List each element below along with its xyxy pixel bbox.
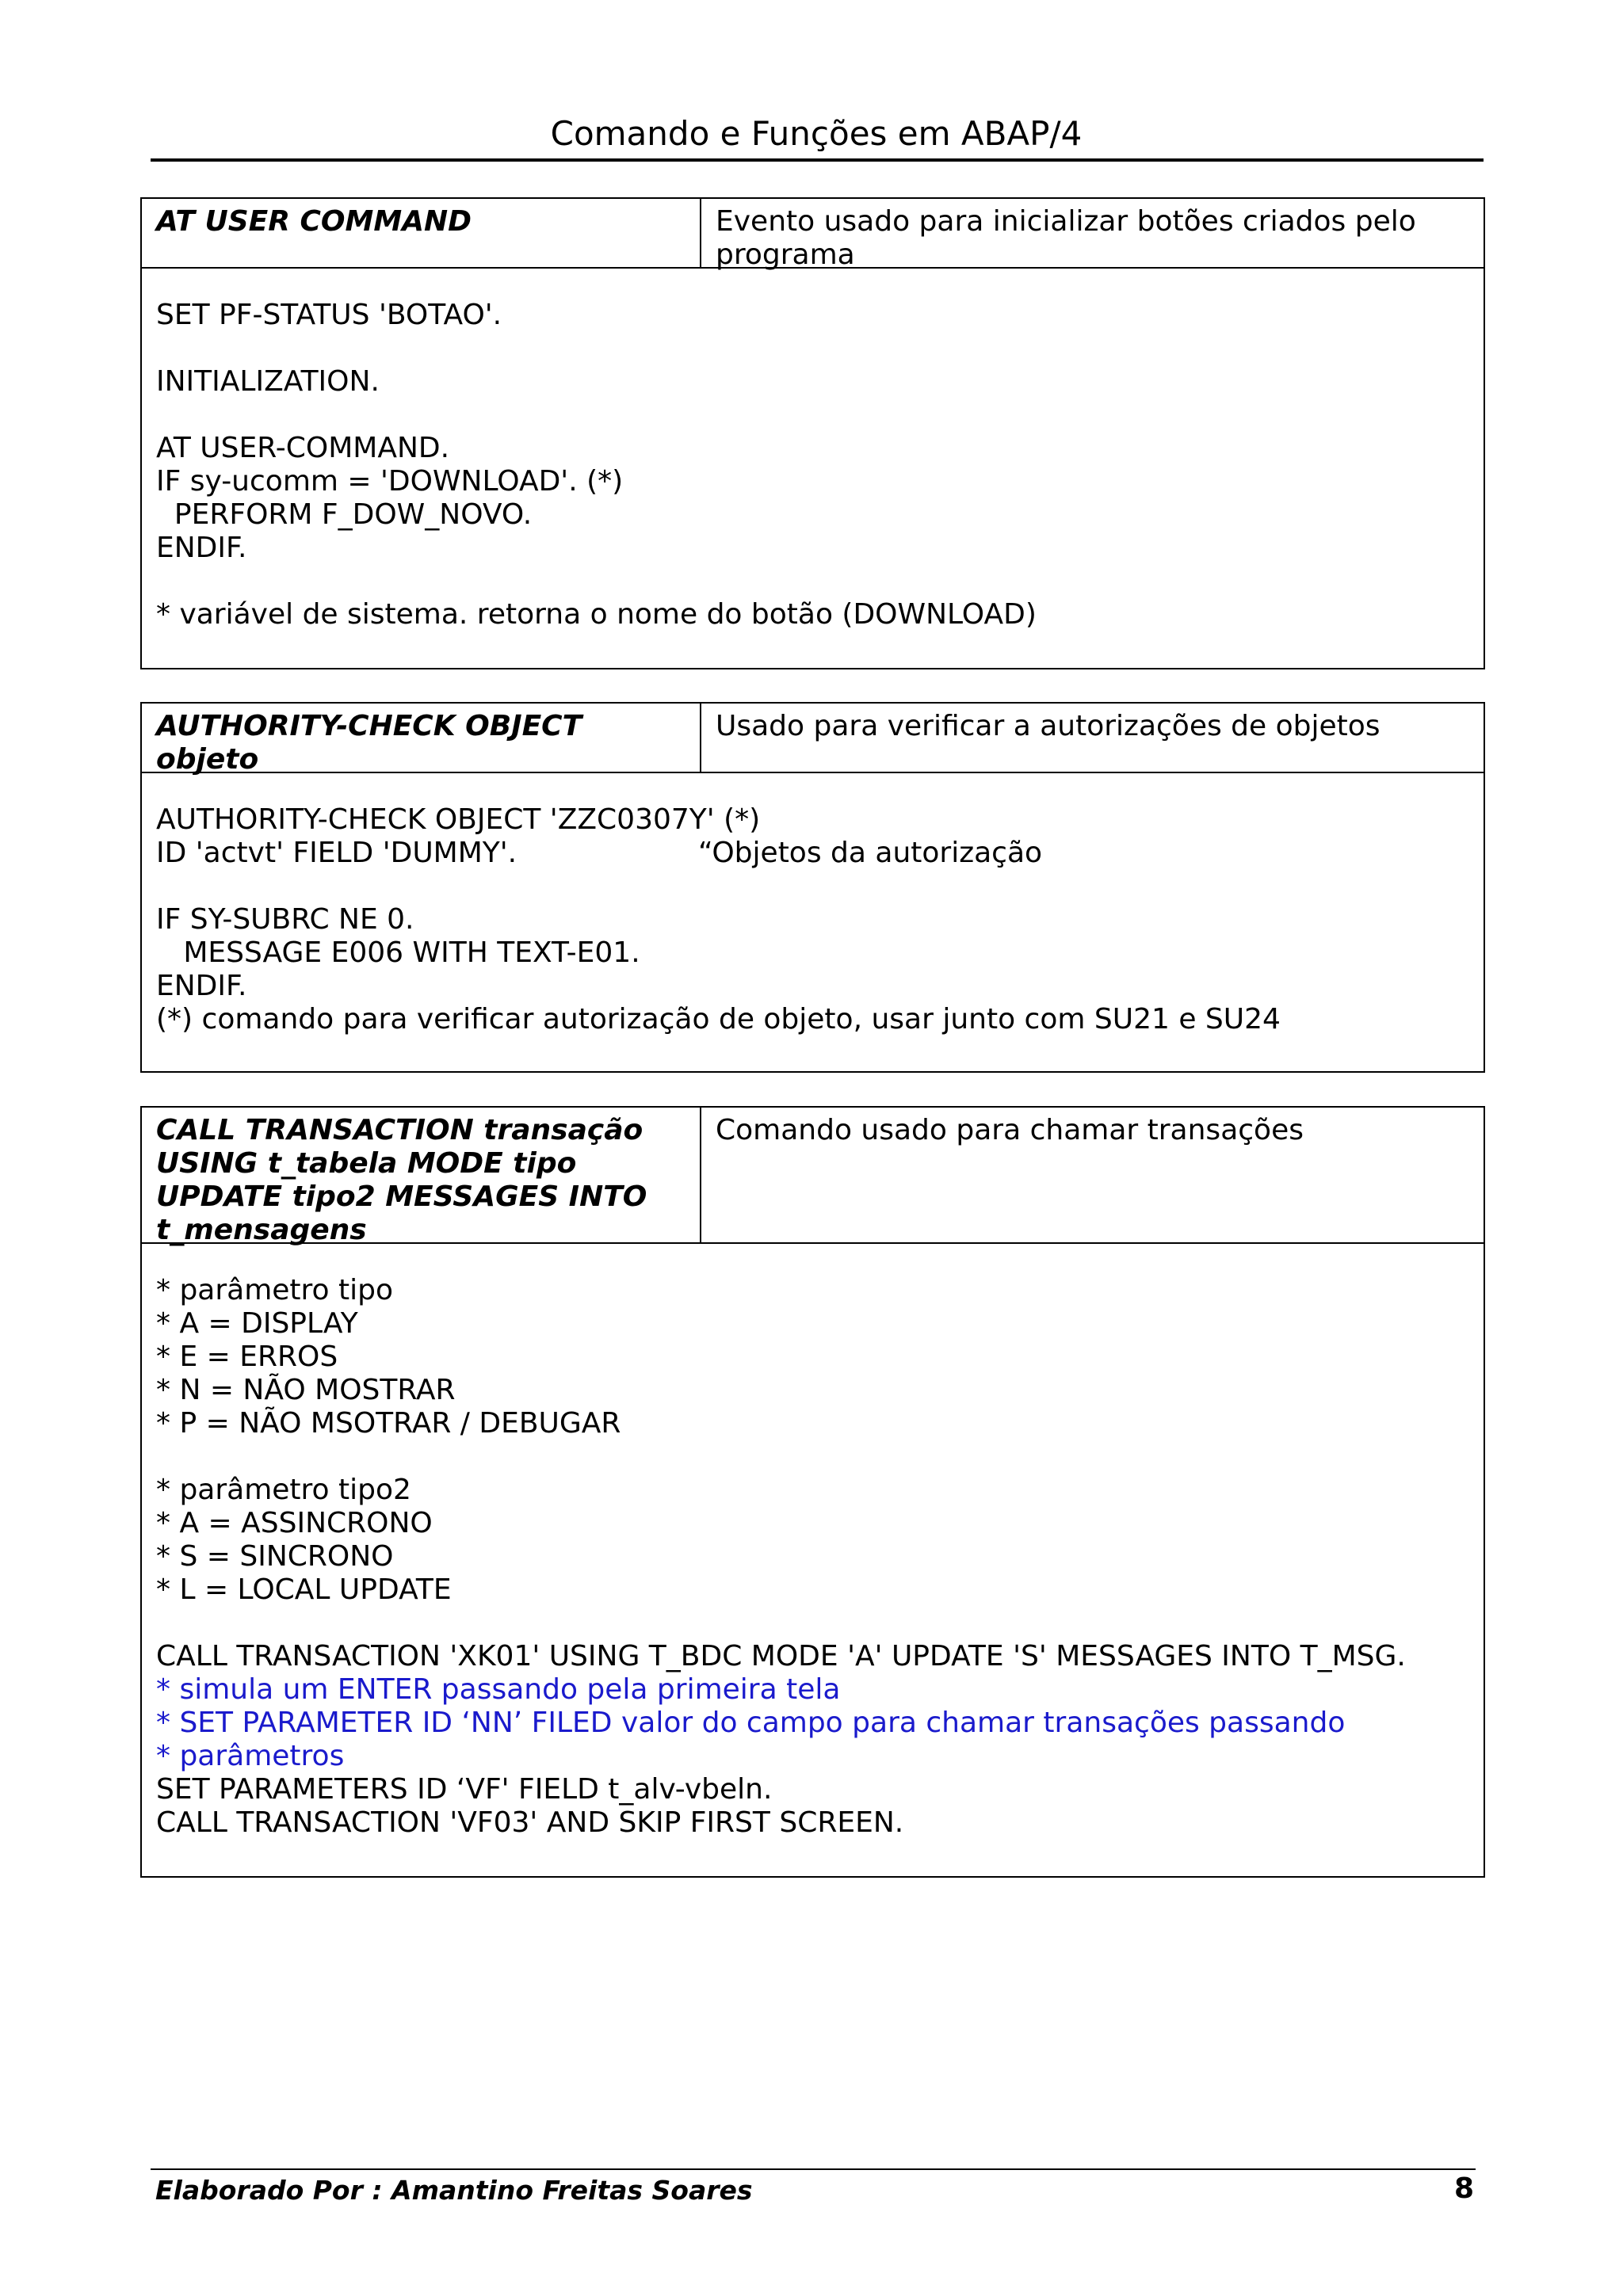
code-line: * S = SINCRONO <box>156 1540 394 1573</box>
code-line: (*) comando para verificar autorização de objeto, usar junto com SU21 e SU24 <box>156 1003 1281 1035</box>
code-line: AT USER-COMMAND. <box>156 432 450 464</box>
code-line: ID 'actvt' FIELD 'DUMMY'. “Objetos da autorização <box>156 837 1043 869</box>
code-line: SET PARAMETERS ID ‘VF' FIELD t_alv-vbeln. <box>156 1773 773 1806</box>
command-block-header <box>142 1108 1484 1244</box>
code-line: CALL TRANSACTION 'XK01' USING T_BDC MODE 'A' UPDATE 'S' MESSAGES INTO T_MSG. <box>156 1640 1406 1672</box>
code-line: * A = DISPLAY <box>156 1307 358 1340</box>
command-description <box>701 199 1484 271</box>
command-description <box>701 704 1484 772</box>
code-line: * L = LOCAL UPDATE <box>156 1573 452 1606</box>
code-line: * N = NÃO MOSTRAR <box>156 1374 456 1406</box>
blank-line <box>156 870 1469 903</box>
page-title: Comando e Funções em ABAP/4 <box>550 114 1083 153</box>
code-line: CALL TRANSACTION 'VF03' AND SKIP FIRST SCREEN. <box>156 1806 904 1839</box>
command-block-call-transaction <box>140 1106 1485 1878</box>
footer-author: Elaborado Por : Amantino Freitas Soares <box>155 2175 753 2206</box>
command-description-line: Usado para verificar a autorizações de objetos <box>716 710 1381 742</box>
code-line: * variável de sistema. retorna o nome do botão (DOWNLOAD) <box>156 598 1037 631</box>
blank-line <box>156 565 1469 598</box>
command-syntax-line: UPDATE tipo2 MESSAGES INTO <box>156 1180 647 1213</box>
code-line: SET PF-STATUS 'BOTAO'. <box>156 299 502 331</box>
code-comment-line: * simula um ENTER passando pela primeira tela <box>156 1673 841 1706</box>
code-comment-line: * parâmetros <box>156 1740 345 1772</box>
command-description-line: Evento usado para inicializar botões criados pelo <box>716 205 1416 238</box>
code-example <box>142 1244 1484 1863</box>
code-line: * parâmetro tipo <box>156 1274 394 1306</box>
code-line: * P = NÃO MSOTRAR / DEBUGAR <box>156 1407 621 1440</box>
code-line: * E = ERROS <box>156 1341 338 1373</box>
command-description-line: Comando usado para chamar transações <box>716 1114 1304 1146</box>
blank-line <box>156 1440 1469 1474</box>
code-example <box>142 773 1484 1060</box>
code-line: INITIALIZATION. <box>156 365 380 398</box>
code-line: IF SY-SUBRC NE 0. <box>156 903 414 936</box>
code-example <box>142 269 1484 655</box>
command-syntax <box>142 1108 701 1246</box>
code-line: * A = ASSINCRONO <box>156 1507 433 1539</box>
header-divider <box>151 158 1484 162</box>
command-syntax <box>142 704 701 776</box>
command-block-at-user-command <box>140 197 1485 669</box>
command-description-line: programa <box>716 238 855 271</box>
command-syntax-line: AT USER COMMAND <box>156 205 472 238</box>
command-syntax-line: t_mensagens <box>156 1214 367 1246</box>
code-line: * parâmetro tipo2 <box>156 1474 411 1506</box>
command-syntax <box>142 199 701 267</box>
blank-line <box>156 399 1469 432</box>
code-line: AUTHORITY-CHECK OBJECT 'ZZC0307Y' (*) <box>156 803 761 836</box>
footer-divider <box>151 2168 1476 2170</box>
code-comment-line: * SET PARAMETER ID ‘NN’ FILED valor do campo para chamar transações passando <box>156 1707 1346 1739</box>
code-line: IF sy-ucomm = 'DOWNLOAD'. (*) <box>156 465 624 498</box>
page-number: 8 <box>1453 2172 1474 2205</box>
blank-line <box>156 332 1469 365</box>
command-syntax-line: USING t_tabela MODE tipo <box>156 1147 577 1180</box>
command-block-header <box>142 199 1484 269</box>
command-description <box>701 1108 1484 1242</box>
code-line: ENDIF. <box>156 970 247 1002</box>
code-line: PERFORM F_DOW_NOVO. <box>156 498 533 531</box>
command-syntax-line: AUTHORITY-CHECK OBJECT <box>156 710 582 742</box>
command-block-authority-check <box>140 702 1485 1073</box>
command-block-header <box>142 704 1484 776</box>
code-line: ENDIF. <box>156 532 247 564</box>
blank-line <box>156 1607 1469 1640</box>
command-syntax-line: objeto <box>156 743 259 776</box>
code-line: MESSAGE E006 WITH TEXT-E01. <box>156 936 640 969</box>
command-syntax-line: CALL TRANSACTION transação <box>156 1114 643 1146</box>
